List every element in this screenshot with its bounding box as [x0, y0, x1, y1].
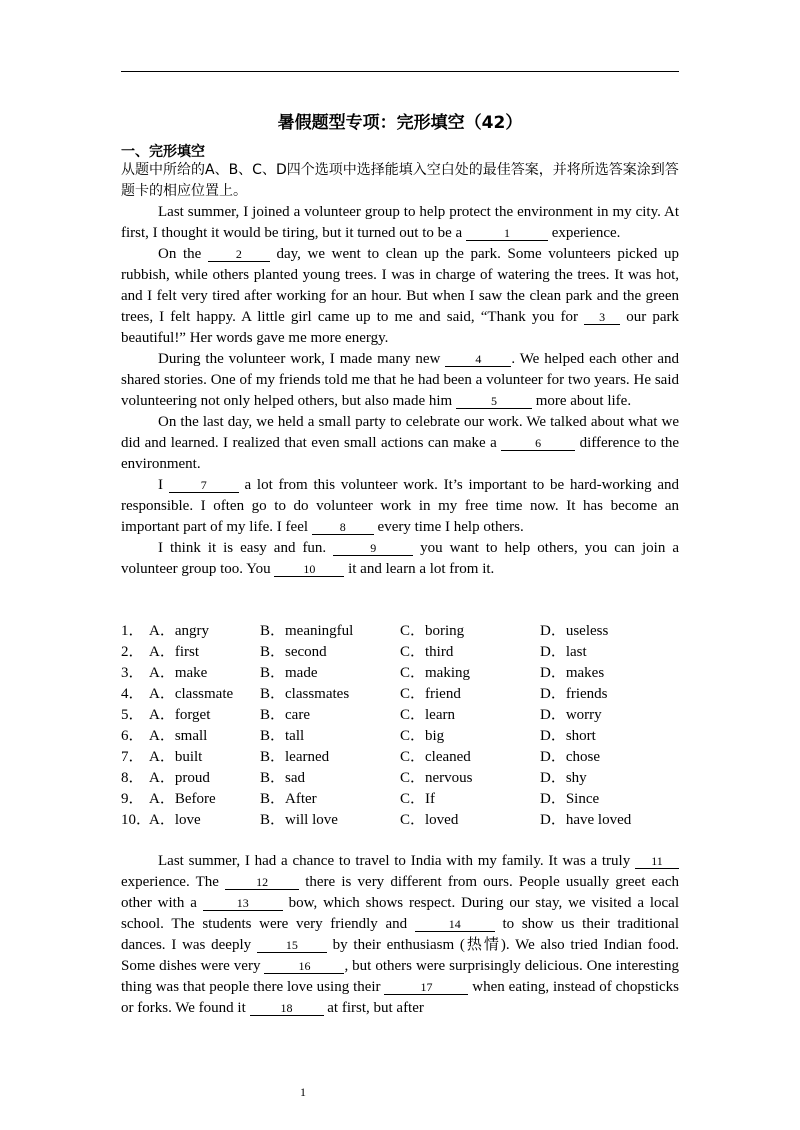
- option-b: B．meaningful: [260, 623, 354, 639]
- question-options-row: 5． A．forget B．care C．learn D．worry: [121, 705, 681, 726]
- option-d: D．Since: [540, 791, 600, 807]
- option-b: B．made: [260, 665, 318, 681]
- passage-1: [121, 202, 679, 580]
- option-a: A．classmate: [149, 686, 234, 702]
- page-title: 暑假题型专项：完形填空（42）: [277, 113, 523, 133]
- option-c: C．friend: [400, 686, 461, 702]
- option-c: C．loved: [400, 812, 459, 828]
- option-c: C．nervous: [400, 770, 473, 786]
- option-a: A．built: [149, 749, 203, 765]
- option-c: C．cleaned: [400, 749, 471, 765]
- section-heading: 一、完形填空: [121, 144, 205, 160]
- paragraph: Last summer, I had a chance to travel to India with my family. It was a truly 11 experience. The 12 there is very different from ours. People usually greet each other with a 13 bow, which shows respect. During our stay, we visited a local school. The students were very friendly and 14 to show us their traditional dances. I was deeply 15 by their enthusiasm (热情). We also tried Indian food. Some dishes were very 16 , but others were surprisingly delicious. One interesting thing was that people there love using their 17 when eating, instead of chopsticks or forks. We found it 18 at first, but after: [121, 853, 680, 1016]
- page-number: 1: [300, 1085, 306, 1099]
- question-options-row: 1． A．angry B．meaningful C．boring D．useless: [121, 621, 681, 642]
- question-options-row: 6． A．small B．tall C．big D．short: [121, 726, 681, 747]
- option-d: D．chose: [540, 749, 600, 765]
- blank-17: 17: [384, 981, 468, 995]
- blank-7: 7: [169, 479, 239, 493]
- blank-6: 6: [501, 437, 575, 451]
- option-a: A．make: [149, 665, 208, 681]
- option-c: C．making: [400, 665, 470, 681]
- question-options-row: 4． A．classmate B．classmates C．friend D．friends: [121, 684, 681, 705]
- option-c: C．third: [400, 644, 454, 660]
- paragraph: I think it is easy and fun. 9 you want to help others, you can join a volunteer group too. You 10 it and learn a lot from it.: [121, 540, 679, 577]
- option-c: C．If: [400, 791, 435, 807]
- option-a: A．proud: [149, 770, 210, 786]
- option-d: D．have loved: [540, 812, 632, 828]
- answer-options: [121, 621, 681, 831]
- paragraph: I 7 a lot from this volunteer work. It’s important to be hard-working and responsible. I often go to do volunteer work in my free time now. It has become an important part of my life. I feel 8 every time I help others.: [121, 477, 679, 535]
- blank-1: 1: [466, 227, 548, 241]
- option-a: A．angry: [149, 623, 209, 639]
- blank-9: 9: [333, 542, 413, 556]
- paragraph: During the volunteer work, I made many new 4 . We helped each other and shared stories. One of my friends told me that he had been a volunteer for two years. He said volunteering not only helped others, but also made him 5 more about life.: [121, 351, 680, 409]
- paragraph: On the 2 day, we went to clean up the park. Some volunteers picked up rubbish, while others planted young trees. I was in charge of watering the trees. It was hot, and I felt very tired after working for an hour. But when I saw the clean park and the green trees, I felt happy. A little girl came up to me and said, “Thank you for 3 our park beautiful!” Her words gave me more energy.: [121, 246, 680, 346]
- blank-15: 15: [257, 939, 327, 953]
- question-options-row: 8． A．proud B．sad C．nervous D．shy: [121, 768, 681, 789]
- blank-8: 8: [312, 521, 374, 535]
- option-d: D．useless: [540, 623, 609, 639]
- option-a: A．first: [149, 644, 199, 660]
- question-options-row: 2． A．first B．second C．third D．last: [121, 642, 681, 663]
- blank-2: 2: [208, 248, 270, 262]
- option-c: C．big: [400, 728, 445, 744]
- blank-18: 18: [250, 1002, 324, 1016]
- blank-5: 5: [456, 395, 532, 409]
- option-a: A．forget: [149, 707, 211, 723]
- question-options-row: 7． A．built B．learned C．cleaned D．chose: [121, 747, 681, 768]
- option-d: D．last: [540, 644, 587, 660]
- blank-12: 12: [225, 876, 299, 890]
- question-options-row: 3． A．make B．made C．making D．makes: [121, 663, 681, 684]
- paragraph: Last summer, I joined a volunteer group to help protect the environment in my city. At first, I thought it would be tiring, but it turned out to be a 1 experience.: [121, 204, 679, 241]
- option-a: A．love: [149, 812, 201, 828]
- question-options-row: 9． A．Before B．After C．If D．Since: [121, 789, 681, 810]
- option-d: D．shy: [540, 770, 587, 786]
- option-b: B．After: [260, 791, 317, 807]
- option-b: B．classmates: [260, 686, 350, 702]
- paragraph: On the last day, we held a small party to celebrate our work. We talked about what we did and learned. I realized that even small actions can make a 6 difference to the environment.: [121, 414, 679, 472]
- blank-13: 13: [203, 897, 283, 911]
- blank-10: 10: [274, 563, 344, 577]
- option-b: B．care: [260, 707, 310, 723]
- option-b: B．second: [260, 644, 327, 660]
- option-b: B．tall: [260, 728, 305, 744]
- blank-14: 14: [415, 918, 495, 932]
- blank-4: 4: [445, 353, 511, 367]
- option-d: D．worry: [540, 707, 602, 723]
- option-d: D．short: [540, 728, 596, 744]
- option-b: B．will love: [260, 812, 338, 828]
- option-b: B．sad: [260, 770, 306, 786]
- option-a: A．small: [149, 728, 208, 744]
- passage-2: [121, 851, 679, 1019]
- option-a: A．Before: [149, 791, 216, 807]
- blank-16: 16: [264, 960, 344, 974]
- question-options-row: 10． A．love B．will love C．loved D．have loved: [121, 810, 681, 831]
- option-c: C．boring: [400, 623, 465, 639]
- instructions: 从题中所给的A、B、C、D四个选项中选择能填入空白处的最佳答案，并将所选答案涂到答题卡的相应位置上。: [121, 162, 679, 199]
- option-c: C．learn: [400, 707, 455, 723]
- blank-11: 11: [635, 855, 679, 869]
- option-d: D．friends: [540, 686, 608, 702]
- option-b: B．learned: [260, 749, 330, 765]
- blank-3: 3: [584, 311, 620, 325]
- option-d: D．makes: [540, 665, 605, 681]
- header-rule: [121, 71, 679, 72]
